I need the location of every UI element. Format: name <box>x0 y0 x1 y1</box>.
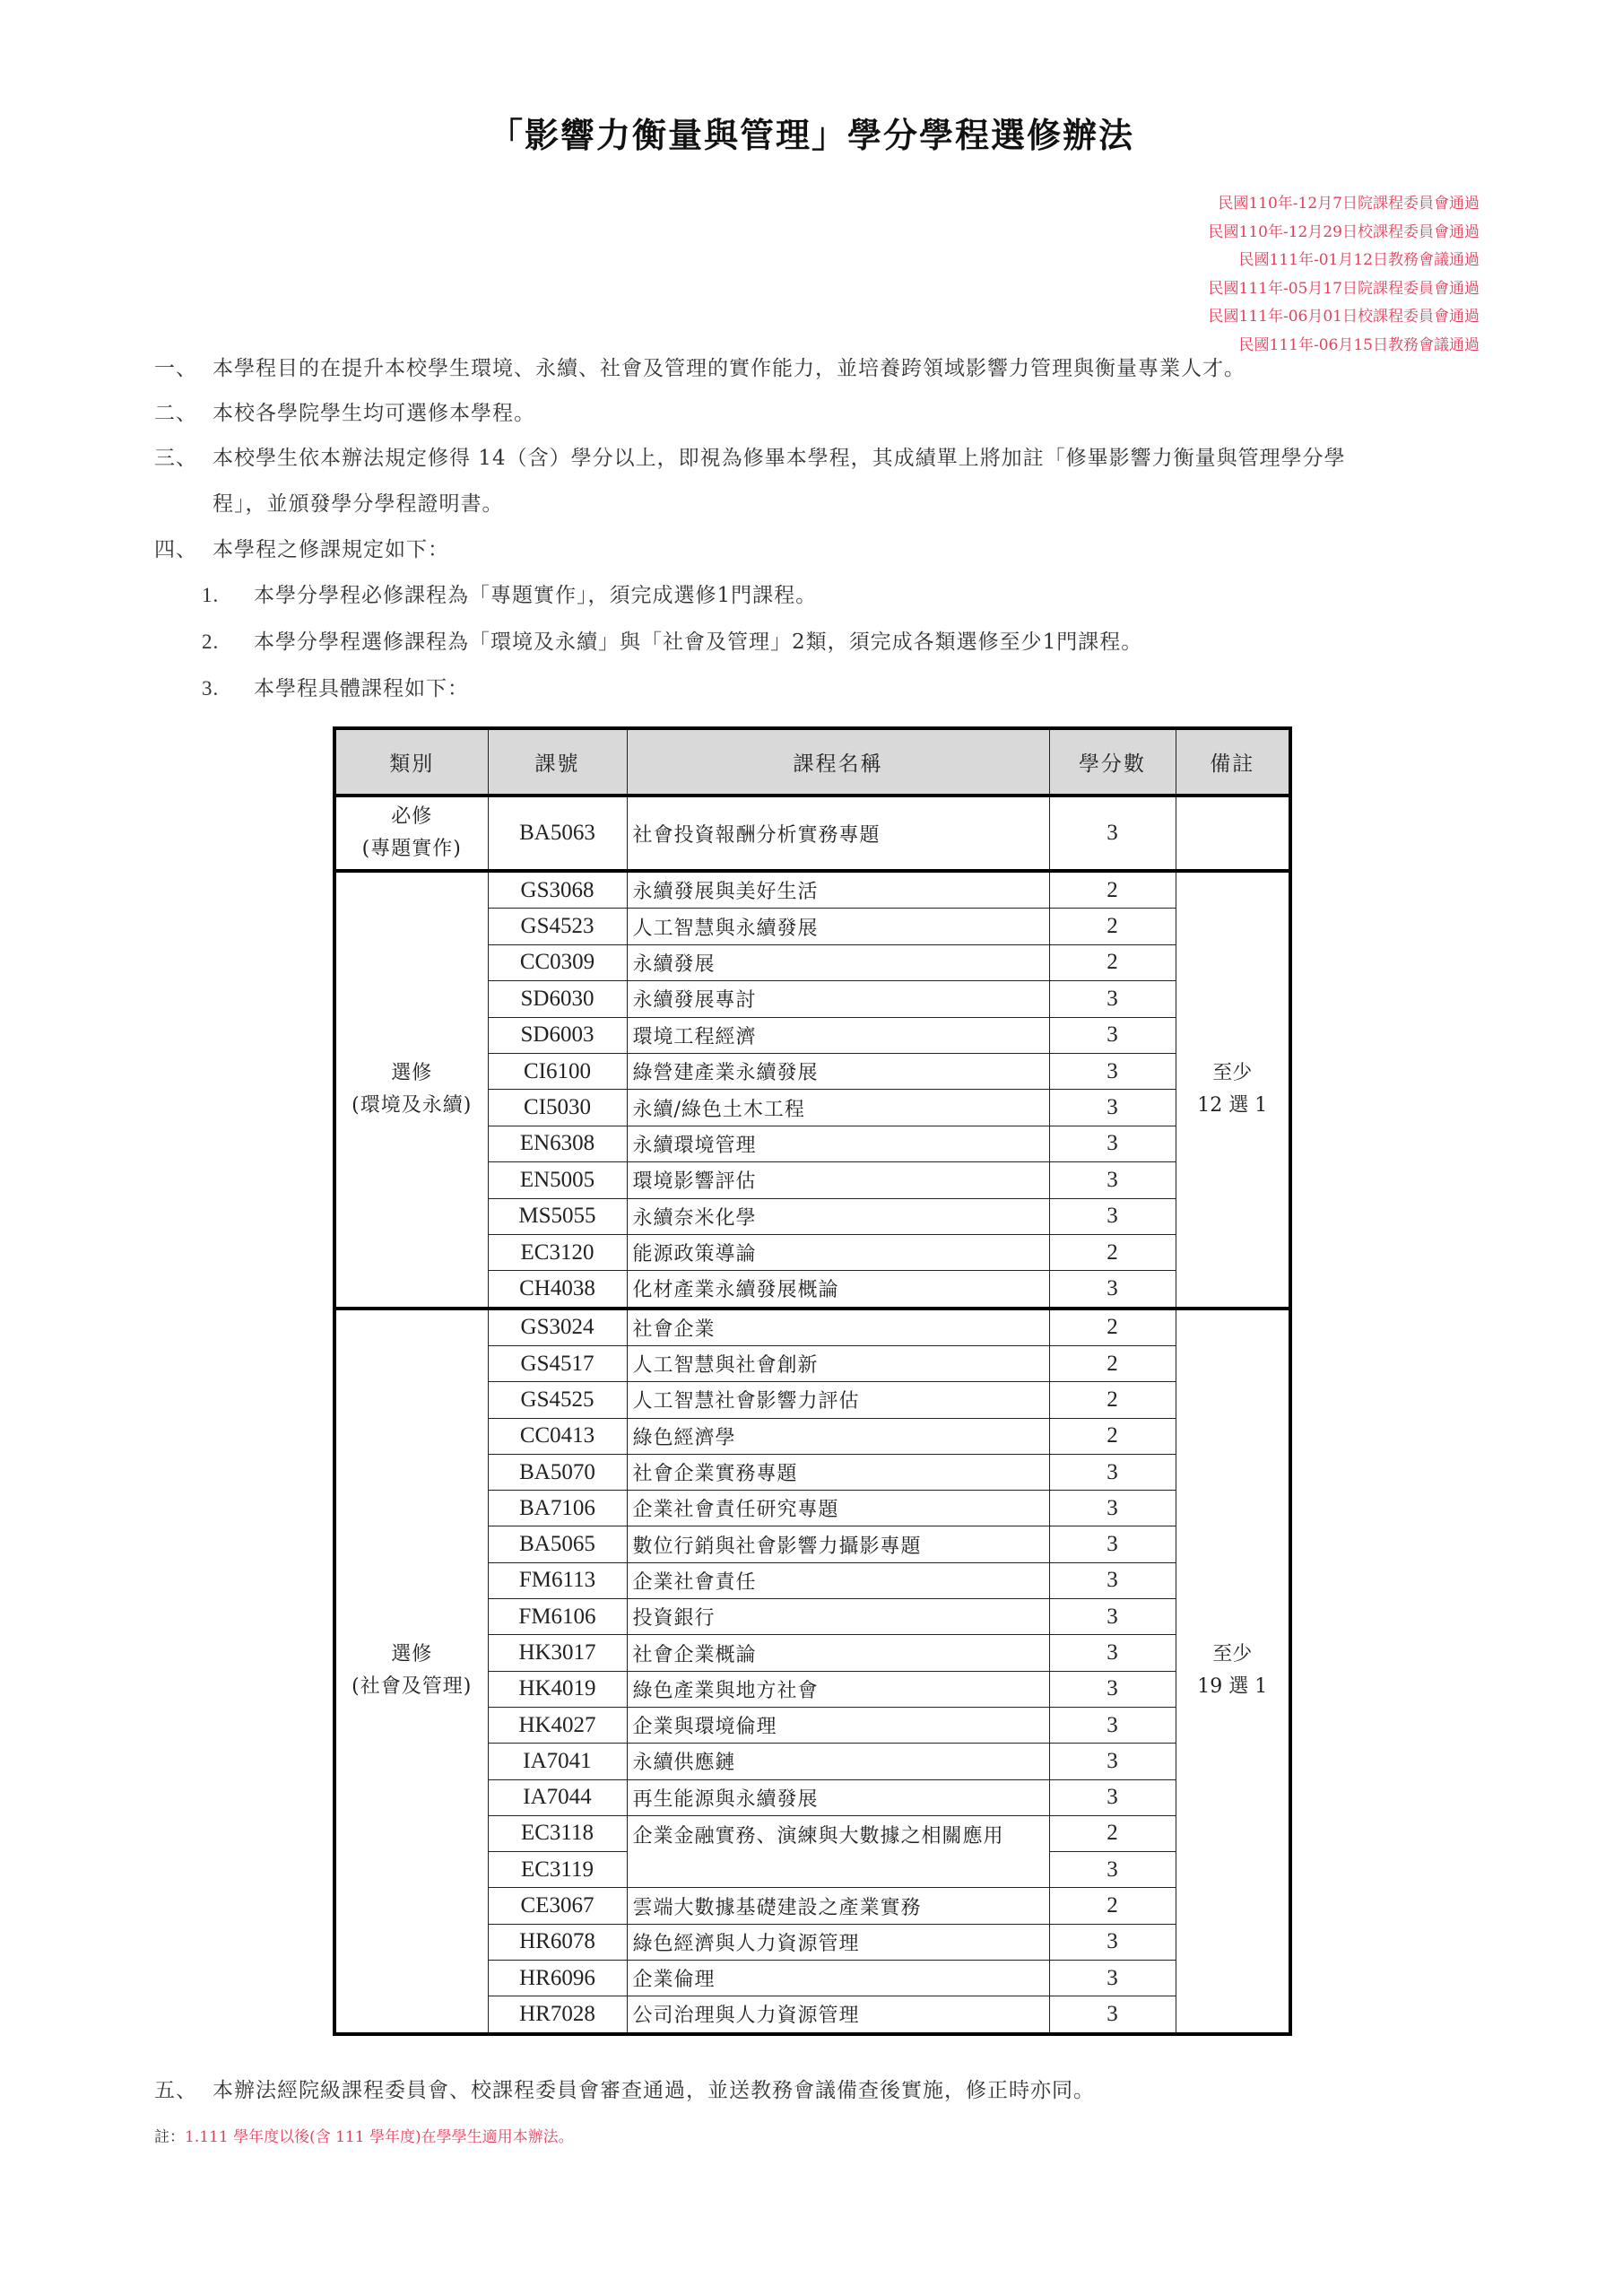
course-credits: 2 <box>1049 871 1176 909</box>
approval-line: 民國111年-06月01日校課程委員會通過 <box>1208 308 1480 326</box>
course-code: CI5030 <box>488 1090 627 1126</box>
course-name: 永續/綠色土木工程 <box>627 1090 1049 1126</box>
course-code: GS3024 <box>488 1309 627 1346</box>
course-code: BA7106 <box>488 1491 627 1526</box>
section-text: 本辦法經院級課程委員會、校課程委員會審查通過，並送教務會議備查後實施，修正時亦同。 <box>213 2079 1095 2102</box>
course-name: 企業社會責任研究專題 <box>627 1491 1049 1526</box>
course-name: 雲端大數據基礎建設之產業實務 <box>627 1888 1049 1924</box>
course-name: 投資銀行 <box>627 1599 1049 1635</box>
course-name: 永續發展專討 <box>627 981 1049 1017</box>
course-code: GS4525 <box>488 1382 627 1418</box>
course-credits: 2 <box>1049 1815 1176 1851</box>
course-name: 社會企業概論 <box>627 1635 1049 1671</box>
rule-number: 2. <box>202 631 220 653</box>
course-credits: 3 <box>1049 796 1176 871</box>
header-credits: 學分數 <box>1049 728 1176 796</box>
course-credits: 2 <box>1049 1888 1176 1924</box>
category-sublabel: (社會及管理) <box>352 1675 473 1699</box>
course-name: 社會企業 <box>627 1309 1049 1346</box>
section-text: 本學程之修課規定如下： <box>213 538 449 561</box>
category-label: 選修 <box>391 1643 433 1666</box>
table-row <box>334 1309 1290 1346</box>
page-title: 「影響力衡量與管理」學分學程選修辦法 <box>488 115 1134 155</box>
course-name: 數位行銷與社會影響力攝影專題 <box>627 1526 1049 1562</box>
course-credits: 3 <box>1049 1053 1176 1089</box>
course-code: HR7028 <box>488 1996 627 2034</box>
course-code: IA7041 <box>488 1744 627 1779</box>
course-credits: 3 <box>1049 1671 1176 1707</box>
approval-line: 民國110年-12月29日校課程委員會通過 <box>1208 222 1480 241</box>
course-code: FM6106 <box>488 1599 627 1635</box>
course-name: 永續環境管理 <box>627 1126 1049 1161</box>
course-credits: 3 <box>1049 1271 1176 1309</box>
course-code: EN5005 <box>488 1162 627 1198</box>
course-name: 企業社會責任 <box>627 1562 1049 1598</box>
category-cell <box>334 796 488 871</box>
course-code: EC3119 <box>488 1852 627 1888</box>
category-label: 必修 <box>391 805 433 828</box>
course-code: IA7044 <box>488 1779 627 1815</box>
approval-line: 民國111年-06月15日教務會議通過 <box>1238 335 1480 354</box>
section-number: 四、 <box>154 538 197 561</box>
header-name: 課程名稱 <box>627 728 1049 796</box>
course-credits: 3 <box>1049 1017 1176 1053</box>
approval-history <box>1209 190 1480 360</box>
section-text: 本學程目的在提升本校學生環境、永續、社會及管理的實作能力，並培養跨領域影響力管理與衡量專業人才。 <box>213 357 1245 380</box>
note-cell <box>1176 871 1290 1309</box>
course-name: 永續奈米化學 <box>627 1198 1049 1234</box>
course-name: 再生能源與永續發展 <box>627 1779 1049 1815</box>
course-name: 人工智慧與社會創新 <box>627 1345 1049 1381</box>
course-name: 企業金融實務、演練與大數據之相關應用 <box>627 1815 1049 1888</box>
course-credits: 3 <box>1049 1198 1176 1234</box>
course-code: CI6100 <box>488 1053 627 1089</box>
note-value: 12 選 1 <box>1197 1093 1268 1117</box>
course-code: CC0413 <box>488 1418 627 1454</box>
course-code: BA5070 <box>488 1454 627 1490</box>
course-name: 綠色產業與地方社會 <box>627 1671 1049 1707</box>
course-credits: 3 <box>1049 1635 1176 1671</box>
category-cell <box>334 871 488 1309</box>
section-number: 三、 <box>154 447 197 470</box>
approval-line: 民國111年-01月12日教務會議通過 <box>1238 251 1480 269</box>
course-name: 社會企業實務專題 <box>627 1454 1049 1490</box>
course-credits: 3 <box>1049 1599 1176 1635</box>
course-credits: 2 <box>1049 1345 1176 1381</box>
category-sublabel: (專題實作) <box>361 838 462 860</box>
category-sublabel: (環境及永續) <box>352 1093 473 1117</box>
rule-number: 1. <box>202 584 220 606</box>
section-number: 五、 <box>154 2079 197 2102</box>
rule-text: 本學分學程必修課程為「專題實作」，須完成選修1門課程。 <box>254 584 818 607</box>
footnote <box>154 2124 574 2146</box>
course-code: HK3017 <box>488 1635 627 1671</box>
category-cell <box>334 1309 488 2034</box>
rule-2 <box>202 625 1142 655</box>
note-cell <box>1176 796 1290 871</box>
course-credits: 3 <box>1049 1744 1176 1779</box>
category-label: 選修 <box>391 1061 433 1084</box>
course-name: 社會投資報酬分析實務專題 <box>627 796 1049 871</box>
course-name: 環境影響評估 <box>627 1162 1049 1198</box>
note-value: 19 選 1 <box>1197 1675 1268 1699</box>
rule-text: 本學分學程選修課程為「環境及永續」與「社會及管理」2類，須完成各類選修至少1門課程。 <box>254 631 1143 654</box>
course-code: SD6030 <box>488 981 627 1017</box>
course-code: CC0309 <box>488 944 627 980</box>
course-code: HK4027 <box>488 1707 627 1743</box>
course-name: 綠營建產業永續發展 <box>627 1053 1049 1089</box>
table-header-row <box>334 728 1290 796</box>
approval-line: 民國111年-05月17日院課程委員會通過 <box>1208 279 1480 298</box>
course-credits: 2 <box>1049 944 1176 980</box>
course-name: 永續供應鏈 <box>627 1744 1049 1779</box>
note-label: 至少 <box>1212 1061 1253 1084</box>
course-credits: 2 <box>1049 1418 1176 1454</box>
section-number: 二、 <box>154 402 197 425</box>
course-name: 人工智慧社會影響力評估 <box>627 1382 1049 1418</box>
course-credits: 3 <box>1049 1526 1176 1562</box>
course-code: EN6308 <box>488 1126 627 1161</box>
course-credits: 3 <box>1049 1491 1176 1526</box>
footnote-label: 註： <box>154 2128 185 2146</box>
course-name: 企業與環境倫理 <box>627 1707 1049 1743</box>
course-credits: 3 <box>1049 981 1176 1017</box>
course-credits: 3 <box>1049 1924 1176 1960</box>
course-credits: 3 <box>1049 1707 1176 1743</box>
section-number: 一、 <box>154 357 197 380</box>
course-code: SD6003 <box>488 1017 627 1053</box>
course-credits: 2 <box>1049 1234 1176 1270</box>
course-code: CH4038 <box>488 1271 627 1309</box>
course-code: EC3120 <box>488 1234 627 1270</box>
course-code: GS4523 <box>488 909 627 944</box>
section-3 <box>154 441 1346 471</box>
header-note: 備註 <box>1176 728 1290 796</box>
section-4 <box>154 533 449 562</box>
course-code: GS4517 <box>488 1345 627 1381</box>
course-name: 綠色經濟學 <box>627 1418 1049 1454</box>
course-name: 化材產業永續發展概論 <box>627 1271 1049 1309</box>
course-credits: 3 <box>1049 1996 1176 2034</box>
footnote-text: 1.111 學年度以後(含 111 學年度)在學學生適用本辦法。 <box>185 2128 574 2146</box>
note-cell <box>1176 1309 1290 2034</box>
course-code: HR6096 <box>488 1961 627 1996</box>
section-text: 本校學生依本辦法規定修得 14（含）學分以上，即視為修畢本學程，其成績單上將加註「修畢影響力衡量與管理學分學 <box>213 447 1346 470</box>
course-credits: 2 <box>1049 909 1176 944</box>
course-code: BA5065 <box>488 1526 627 1562</box>
course-code: CE3067 <box>488 1888 627 1924</box>
course-name: 人工智慧與永續發展 <box>627 909 1049 944</box>
course-table <box>333 726 1292 2036</box>
section-1 <box>154 352 1245 381</box>
course-code: MS5055 <box>488 1198 627 1234</box>
course-credits: 3 <box>1049 1162 1176 1198</box>
section-5 <box>154 2074 1095 2103</box>
course-name: 公司治理與人力資源管理 <box>627 1996 1049 2034</box>
course-credits: 3 <box>1049 1454 1176 1490</box>
section-3-continuation: 程」，並頒發學分學程證明書。 <box>213 492 504 516</box>
course-credits: 3 <box>1049 1090 1176 1126</box>
course-credits: 3 <box>1049 1126 1176 1161</box>
course-name: 能源政策導論 <box>627 1234 1049 1270</box>
header-code: 課號 <box>488 728 627 796</box>
course-code: EC3118 <box>488 1815 627 1851</box>
table-row <box>334 871 1290 909</box>
course-credits: 2 <box>1049 1309 1176 1346</box>
course-code: HR6078 <box>488 1924 627 1960</box>
course-code: GS3068 <box>488 871 627 909</box>
course-code: BA5063 <box>488 796 627 871</box>
rule-1 <box>202 578 817 608</box>
course-code: FM6113 <box>488 1562 627 1598</box>
rule-number: 3. <box>202 677 220 700</box>
course-credits: 3 <box>1049 1779 1176 1815</box>
header-category: 類別 <box>334 728 488 796</box>
course-code: HK4019 <box>488 1671 627 1707</box>
course-credits: 3 <box>1049 1961 1176 1996</box>
section-text: 本校各學院學生均可選修本學程。 <box>213 402 535 425</box>
table-row-required <box>334 796 1290 871</box>
course-credits: 3 <box>1049 1852 1176 1888</box>
course-credits: 2 <box>1049 1382 1176 1418</box>
course-name: 企業倫理 <box>627 1961 1049 1996</box>
rule-3 <box>202 672 469 701</box>
approval-line: 民國110年-12月7日院課程委員會通過 <box>1218 195 1480 213</box>
course-name: 永續發展 <box>627 944 1049 980</box>
course-name: 綠色經濟與人力資源管理 <box>627 1924 1049 1960</box>
course-name: 環境工程經濟 <box>627 1017 1049 1053</box>
course-name: 永續發展與美好生活 <box>627 871 1049 909</box>
rule-text: 本學程具體課程如下： <box>254 677 469 700</box>
section-2 <box>154 396 535 426</box>
course-credits: 3 <box>1049 1562 1176 1598</box>
note-label: 至少 <box>1212 1643 1253 1666</box>
